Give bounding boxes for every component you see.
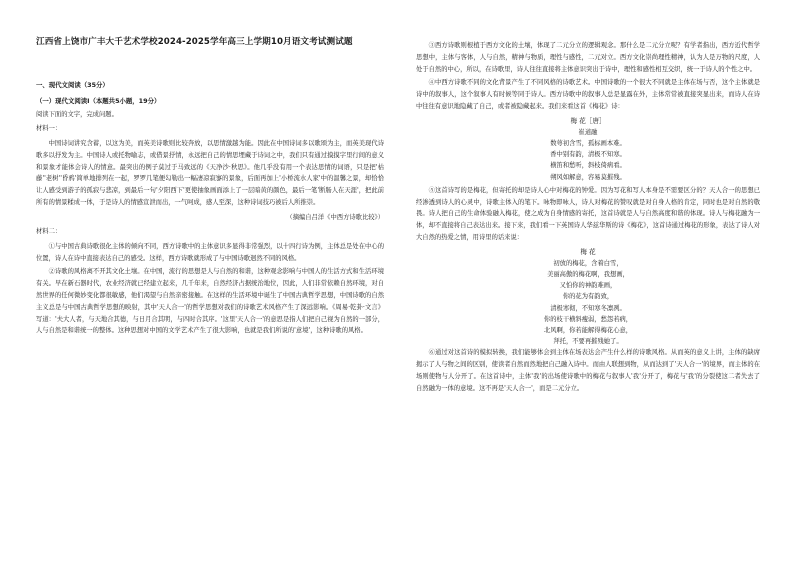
- right-paragraph: ③西方诗歌则根植于西方文化的土壤，体现了二元分立的逻辑观念。那什么是二元分立呢？有学者指出，西方近代哲学思想中，主体与客体，人与自然，精神与物质，理性与感性，二元对立。西方文化崇尚理性精神，认为人是万物的尺度，人处于自然的中心，所以，在诗歌里，诗人往往直接将主体意识突出于诗中，理性和感性相互交织，统一于诗人的个性之中。: [416, 42, 760, 73]
- poem-line: 清极寒彻，不知寒冬凛冽。: [550, 304, 626, 312]
- material-two-label: 材料二：: [36, 227, 62, 235]
- instruction-text: 阅读下面的文字，完成问题。: [36, 111, 118, 118]
- right-paragraph: ⑥通过对这首诗的模拟转换，我们能够体会到主体在场表达会产生什么样的诗歌风格。从而英的意义上讲，主体的缺席揭示了人与物之间的区别，使读者自然而然地把自己融入诗中。而由人联想到物，从而达到了'天人合一'的境界，而主体的在场则使物与人分开了。在这首诗中，主体'我'的出场使诗歌中的梅花与叙事人'我'分开了，梅花与'我'的分裂使这二者失去了自然融为一体的意境。这不再是'天人合一'，而是二元分立。: [416, 349, 760, 392]
- material-one-source: （摘编自吕洋《中西方诗歌比较》）: [286, 213, 384, 221]
- page-title: 江西省上饶市广丰大千艺术学校2024-2025学年高三上学期10月语文考试测试题: [36, 37, 353, 47]
- poem-line: 数萼初含雪，孤标画本难。: [550, 139, 626, 147]
- poem-line: 拜托，不要再摧残她了。: [553, 338, 623, 346]
- poem-line: 北风啊，你若能解得梅花心意，: [543, 327, 633, 334]
- right-paragraph: ④中西方诗歌不同的文化背景产生了不同风格的诗歌艺术。中国诗歌的一个很大不同就是主体在场与否，这个主体就是诗中的叙事人，这个叙事人有时候等同于诗人。西方诗歌中的叙事人总是显露在外，主体常常被直接突显出来，而诗人在诗中往往有意识地隐藏了自己，或者被隐藏起来。我们来看这首《梅花》诗：: [416, 79, 760, 110]
- poem-line: 你的花为有韵致，: [562, 293, 614, 301]
- section-heading: 一、现代文阅读（35分）: [36, 81, 109, 89]
- material-two-paragraph: ①与中国古典诗歌很化主体的倾向不同，西方诗歌中的主体意识多显得非常强烈，以十四行诗为例，主体总是处在中心的位置，诗人在诗中直接表达自己的感受。这样，西方诗歌就形成了与中国诗歌迥然不同的风格。: [36, 242, 384, 262]
- poem-one-title: 梅 花［唐］: [570, 116, 606, 125]
- material-two-paragraph: ②诗歌的风格离不开其文化土壤。在中国，流行的思想是人与自然的和谐，这种观念影响与中国人的生活方式和生活环境有关。早在新石器时代，农业经济就已经建立起来，几千年来，自然经济占据统治地位，因此，人们非常依赖自然环境，对自然世界的任何微妙变化都很敏感，他们渴望与自然亲密接触。在这样的生活环境中诞生了中国古典哲学思想，中国诗歌的自然主义总是与中国古典哲学思想的映射，其中'天人合一'的哲学思想对我们的诗歌艺术风格产生了深远影响。《周易·乾卦·文言》写道：'夫大人者，与天地合其德，与日月合其明，与四时合其序。'这里'天人合一'的意思是指人们把自己视为自然的一部分，人与自然是和谐统一的整体。这种思想对中国的文学艺术产生了很大影响，也就是我们所说的'意境'，这种诗歌的风格。: [36, 268, 384, 335]
- poem-two-title: 梅 花: [580, 247, 596, 256]
- poem-line: 又怕你的神韵难画，: [559, 282, 617, 290]
- poem-line: 香中别有韵，清极不知寒。: [550, 151, 626, 159]
- right-paragraph: ⑤这首诗写的是梅花，但寄托的却是诗人心中对梅花的钟爱。因为写花和写人本身是不需要区分的？天人合一的思想已经渗透到诗人的心灵中，诗歌主体入的笔下。咏物即咏人，诗人对梅花的赞叹就是对自身人格的肯定，同时也是对自然的敬畏。诗人把自己的生命体验融入梅花，使之成为自身情感的寄托，这首诗就是人与自然高度和谐的体现。诗人与梅花融为一体，却不直接将自己表达出来。接下来，我们看一下英国诗人华兹华斯的诗《梅花》，这首诗通过梅花的形象，表达了诗人对大自然的热爱之情，用诗里的话来说：: [416, 186, 760, 241]
- left-column: [36, 36, 384, 339]
- poem-line: 你的枝干横斜瘦弱，愁怨若病，: [543, 315, 633, 323]
- material-one-paragraph: 中国诗词讲究含蓄，以这为美，而英美诗歌则比较奔放，以思情激越为能。因此在中国诗词多以歌颂为主，而英美现代诗歌多以抒发为主。中国诗人或托物喻志，或借景抒情，永远把自己的情思埋藏于诗词之中，我们只有通过摸摸字里行间的意义和景象才能体会诗人的情意。最突出的例子莫过于马致远的《天净沙·秋思》。他几乎没有用一个表达思情的词语，只是把'枯藤''老树''昏鸦'简单地排列在一起，罗罗几笔便勾勒出一幅凄凉寂寥的景象，后面再加上'小桥流水人家'中的温馨之景，却恰恰让人感受到游子的孤寂与悲凉，到最后一句'夕阳西下'更使抽象画面添上了一层暗黄的颜色，最后一笔'断肠人在天涯'，把此前所有的情景糅成一体，于是诗人的情感宣泄而出，一气呵成，感人至深，这种诗词技巧被后人所推崇。: [36, 140, 384, 206]
- poem-line: 美丽高傲的梅花啊，我想画，: [547, 270, 629, 278]
- poem-line: 初放的梅花，含着白雪，: [553, 259, 623, 267]
- poem-line: 横笛和愁听，斜枝倚病看。: [550, 162, 626, 170]
- material-one-label: 材料一：: [36, 125, 62, 132]
- poem-line: 朔风如解意，容易莫摧残。: [550, 173, 626, 181]
- poem-one-author: 崔道融: [578, 128, 598, 136]
- right-column: [416, 40, 760, 397]
- subsection-heading: （一）现代文阅读Ⅰ（本题共5小题，19分）: [36, 97, 161, 105]
